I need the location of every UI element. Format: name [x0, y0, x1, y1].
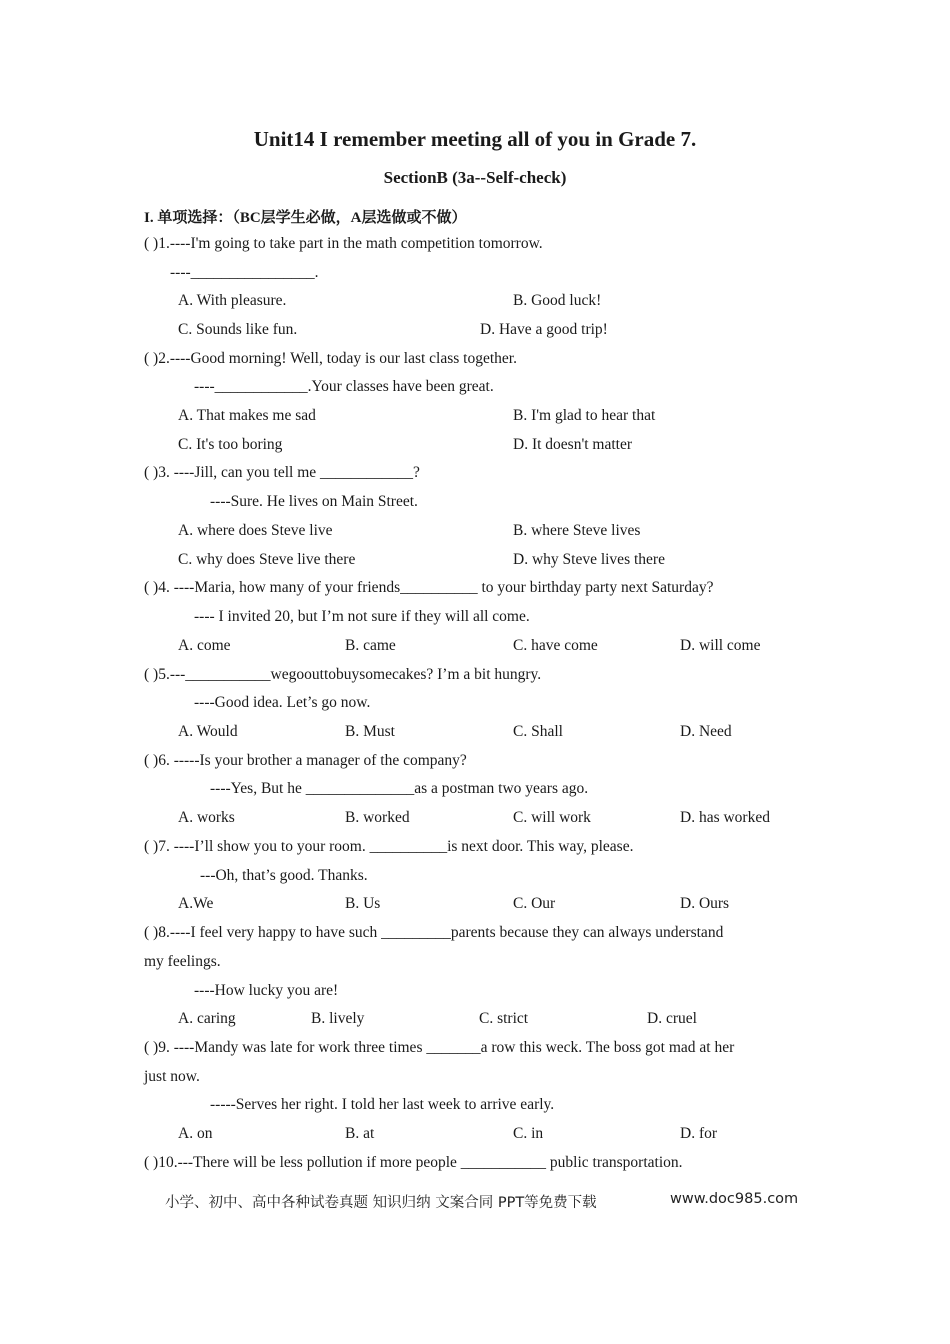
question-6-stem: ( )6. -----Is your brother a manager of the company?: [144, 752, 467, 769]
question-1-option-d: D. Have a good trip!: [480, 321, 608, 338]
question-8-stem: ( )8.----I feel very happy to have such _________parents because they can always understand: [144, 924, 724, 941]
question-6-option-b: B. worked: [345, 809, 410, 826]
question-4-stem: ( )4. ----Maria, how many of your friends__________ to your birthday party next Saturday?: [144, 579, 714, 596]
question-1-option-b: B. Good luck!: [513, 292, 602, 309]
question-3-stem: ( )3. ----Jill, can you tell me ____________?: [144, 464, 420, 481]
question-9-stem: ( )9. ----Mandy was late for work three times _______a row this weck. The boss got mad at her: [144, 1039, 735, 1056]
question-8-reply: ----How lucky you are!: [194, 982, 339, 999]
question-6-reply: ----Yes, But he ______________as a postman two years ago.: [210, 780, 589, 797]
question-3-option-d: D. why Steve lives there: [513, 551, 665, 568]
question-1-option-a: A. With pleasure.: [178, 292, 287, 309]
question-8-option-d: D. cruel: [647, 1010, 697, 1027]
question-4-option-d: D. will come: [680, 637, 761, 654]
question-6-option-d: D. has worked: [680, 809, 770, 826]
question-1-option-c: C. Sounds like fun.: [178, 321, 298, 338]
question-3-option-a: A. where does Steve live: [178, 522, 333, 539]
question-10-stem: ( )10.---There will be less pollution if more people ___________ public transportation.: [144, 1154, 683, 1171]
section-heading: I. 单项选择：（BC层学生必做，A层选做或不做）: [144, 210, 467, 226]
question-5-stem: ( )5.---___________wegoouttobuysomecakes? I’m a bit hungry.: [144, 666, 542, 683]
question-5-option-c: C. Shall: [513, 723, 563, 740]
question-4-option-a: A. come: [178, 637, 231, 654]
question-8-option-b: B. lively: [311, 1010, 365, 1027]
question-2-stem: ( )2.----Good morning! Well, today is our last class together.: [144, 350, 517, 367]
question-7-option-c: C. Our: [513, 895, 556, 912]
question-2-option-b: B. I'm glad to hear that: [513, 407, 656, 424]
question-2-option-a: A. That makes me sad: [178, 407, 316, 424]
question-3-option-c: C. why does Steve live there: [178, 551, 356, 568]
question-8-option-a: A. caring: [178, 1010, 236, 1027]
question-5-option-d: D. Need: [680, 723, 732, 740]
question-9-option-c: C. in: [513, 1125, 544, 1142]
question-2-option-c: C. It's too boring: [178, 436, 283, 453]
question-7-stem: ( )7. ----I’ll show you to your room. __________is next door. This way, please.: [144, 838, 634, 855]
title: Unit14 I remember meeting all of you in Grade 7.: [253, 127, 697, 151]
question-1-reply: ----________________.: [170, 264, 319, 281]
question-4-option-b: B. came: [345, 637, 396, 654]
question-9-option-b: B. at: [345, 1125, 375, 1142]
question-9-reply: -----Serves her right. I told her last week to arrive early.: [210, 1096, 555, 1113]
question-8-stem-cont: my feelings.: [144, 953, 221, 970]
question-2-reply: ----____________.Your classes have been great.: [194, 378, 494, 395]
footer-text: 小学、初中、高中各种试卷真题 知识归纳 文案合同 PPT等免费下载: [165, 1195, 597, 1211]
question-5-option-a: A. Would: [178, 723, 238, 740]
question-5-reply: ----Good idea. Let’s go now.: [194, 694, 371, 711]
question-7-option-b: B. Us: [345, 895, 381, 912]
footer-url[interactable]: www.doc985.com: [670, 1191, 799, 1207]
question-6-option-a: A. works: [178, 809, 235, 826]
question-5-option-b: B. Must: [345, 723, 395, 740]
question-6-option-c: C. will work: [513, 809, 591, 826]
question-9-stem-cont: just now.: [144, 1068, 200, 1085]
question-9-option-d: D. for: [680, 1125, 718, 1142]
question-1-stem: ( )1.----I'm going to take part in the math competition tomorrow.: [144, 235, 543, 252]
question-2-option-d: D. It doesn't matter: [513, 436, 633, 453]
question-3-option-b: B. where Steve lives: [513, 522, 641, 539]
question-7-reply: ---Oh, that’s good. Thanks.: [200, 867, 368, 884]
question-9-option-a: A. on: [178, 1125, 213, 1142]
question-7-option-a: A.We: [178, 895, 214, 912]
subtitle: SectionB (3a--Self-check): [383, 168, 567, 187]
question-8-option-c: C. strict: [479, 1010, 529, 1027]
question-7-option-d: D. Ours: [680, 895, 730, 912]
question-3-reply: ----Sure. He lives on Main Street.: [210, 493, 418, 510]
question-4-option-c: C. have come: [513, 637, 598, 654]
question-4-reply: ---- I invited 20, but I’m not sure if they will all come.: [194, 608, 530, 625]
